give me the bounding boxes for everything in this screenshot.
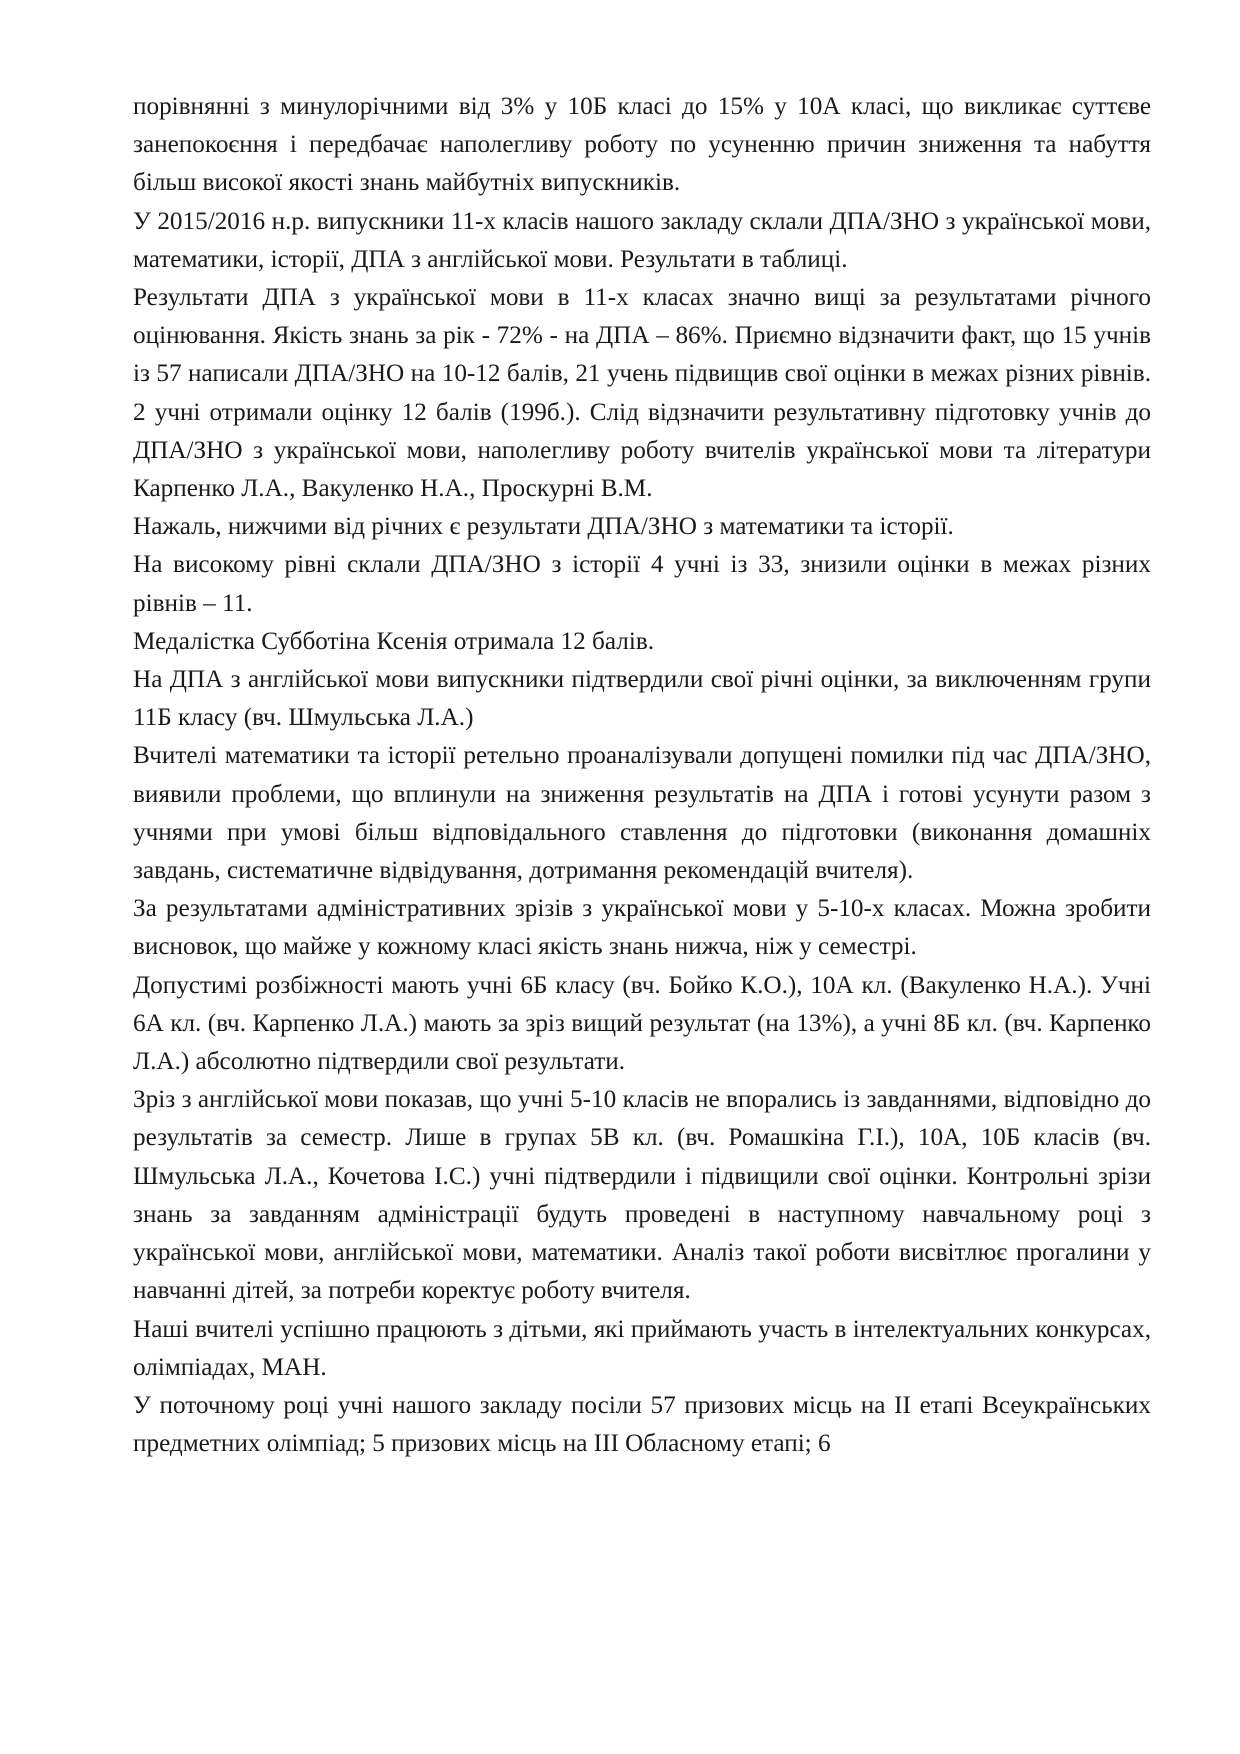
paragraph-admin-tests: За результатами адміністративних зрізів з української мови у 5-10-х класах. Можна зробити висновок, що майже у кожному класі якість знань нижча, ніж у семестрі. [133,895,1151,961]
paragraph-acceptable-differences: Допустимі розбіжності мають учні 6Б класу (вч. Бойко К.О.), 10А кл. (Вакуленко Н.А.). Учні 6А кл. (вч. Карпенко Л.А.) мають за зріз вищий результат (на 13%), а учні 8Б кл. (вч. Карпенко Л.А.) абсолютно підтвердили свої результати. [133,971,1151,1076]
paragraph-prize-places: У поточному році учні нашого закладу посіли 57 призових місць на ІІ етапі Всеукраїнських предметних олімпіад; 5 призових місць на ІІІ Обласному етапі; 6 [133,1391,1151,1458]
document-body [133,88,1151,1463]
paragraph-graduates-exams: У 2015/2016 н.р. випускники 11-х класів нашого закладу склали ДПА/ЗНО з української мови, математики, історії, ДПА з англійської мови. Результати в таблиці. [133,207,1151,273]
paragraph-english-test: Зріз з англійської мови показав, що учні 5-10 класів не впорались із завданнями, відповідно до результатів за семестр. Лише в групах 5В кл. (вч. Ромашкіна Г.І.), 10А, 10Б класів (вч. Шмульська Л.А., Кочетова І.С.) учні підтвердили і підвищили свої оцінки. Контрольні зрізи знань за завданням адміністрації будуть проведені в наступному навчальному році з української мови, англійської мови, математики. Аналіз такої роботи висвітлює прогалини у навчанні дітей, за потреби коректує роботу вчителя. [133,1086,1151,1305]
paragraph-ukrainian-results: Результати ДПА з української мови в 11-х класах значно вищі за результатами річного оцінювання. Якість знань за рік - 72% - на ДПА – 86%. Приємно відзначити факт, що 15 учнів із 57 написали ДПА/ЗНО на 10-12 балів, 21 учень підвищив свої оцінки в межах різних рівнів. 2 учні отримали оцінку 12 балів (199б.). Слід відзначити результативну підготовку учнів до ДПА/ЗНО з української мови, наполегливу роботу вчителів української мови та літератури Карпенко Л.А., Вакуленко Н.А., Проскурні В.М. [133,284,1151,503]
paragraph-teachers-analysis: Вчителі математики та історії ретельно проаналізували допущені помилки під час ДПА/ЗНО, виявили проблеми, що вплинули на зниження результатів на ДПА і готові усунути разом з учнями при умові більш відповідального ставлення до підготовки (виконання домашніх завдань, систематичне відвідування, дотримання рекомендацій вчителя). [133,742,1151,885]
paragraph-medalist: Медалістка Субботіна Ксенія отримала 12 балів. [133,627,655,655]
paragraph-history-results: На високому рівні склали ДПА/ЗНО з історії 4 учні із 33, знизили оцінки в межах різних рівнів – 11. [133,551,1151,617]
paragraph-math-history-lower: Нажаль, нижчими від річних є результати ДПА/ЗНО з математики та історії. [133,513,954,541]
paragraph-olympiads-work: Наші вчителі успішно працюють з дітьми, які приймають участь в інтелектуальних конкурсах, олімпіадах, МАН. [133,1315,1151,1381]
paragraph-english-results: На ДПА з англійської мови випускники підтвердили свої річні оцінки, за виключенням групи 11Б класу (вч. Шмульська Л.А.) [133,666,1151,732]
paragraph-decline-quality: порівнянні з минулорічними від 3% у 10Б класі до 15% у 10А класі, що викликає суттєве занепокоєння і передбачає наполегливу роботу по усуненню причин зниження та набуття більш високої якості знань майбутніх випускників. [133,93,1151,197]
